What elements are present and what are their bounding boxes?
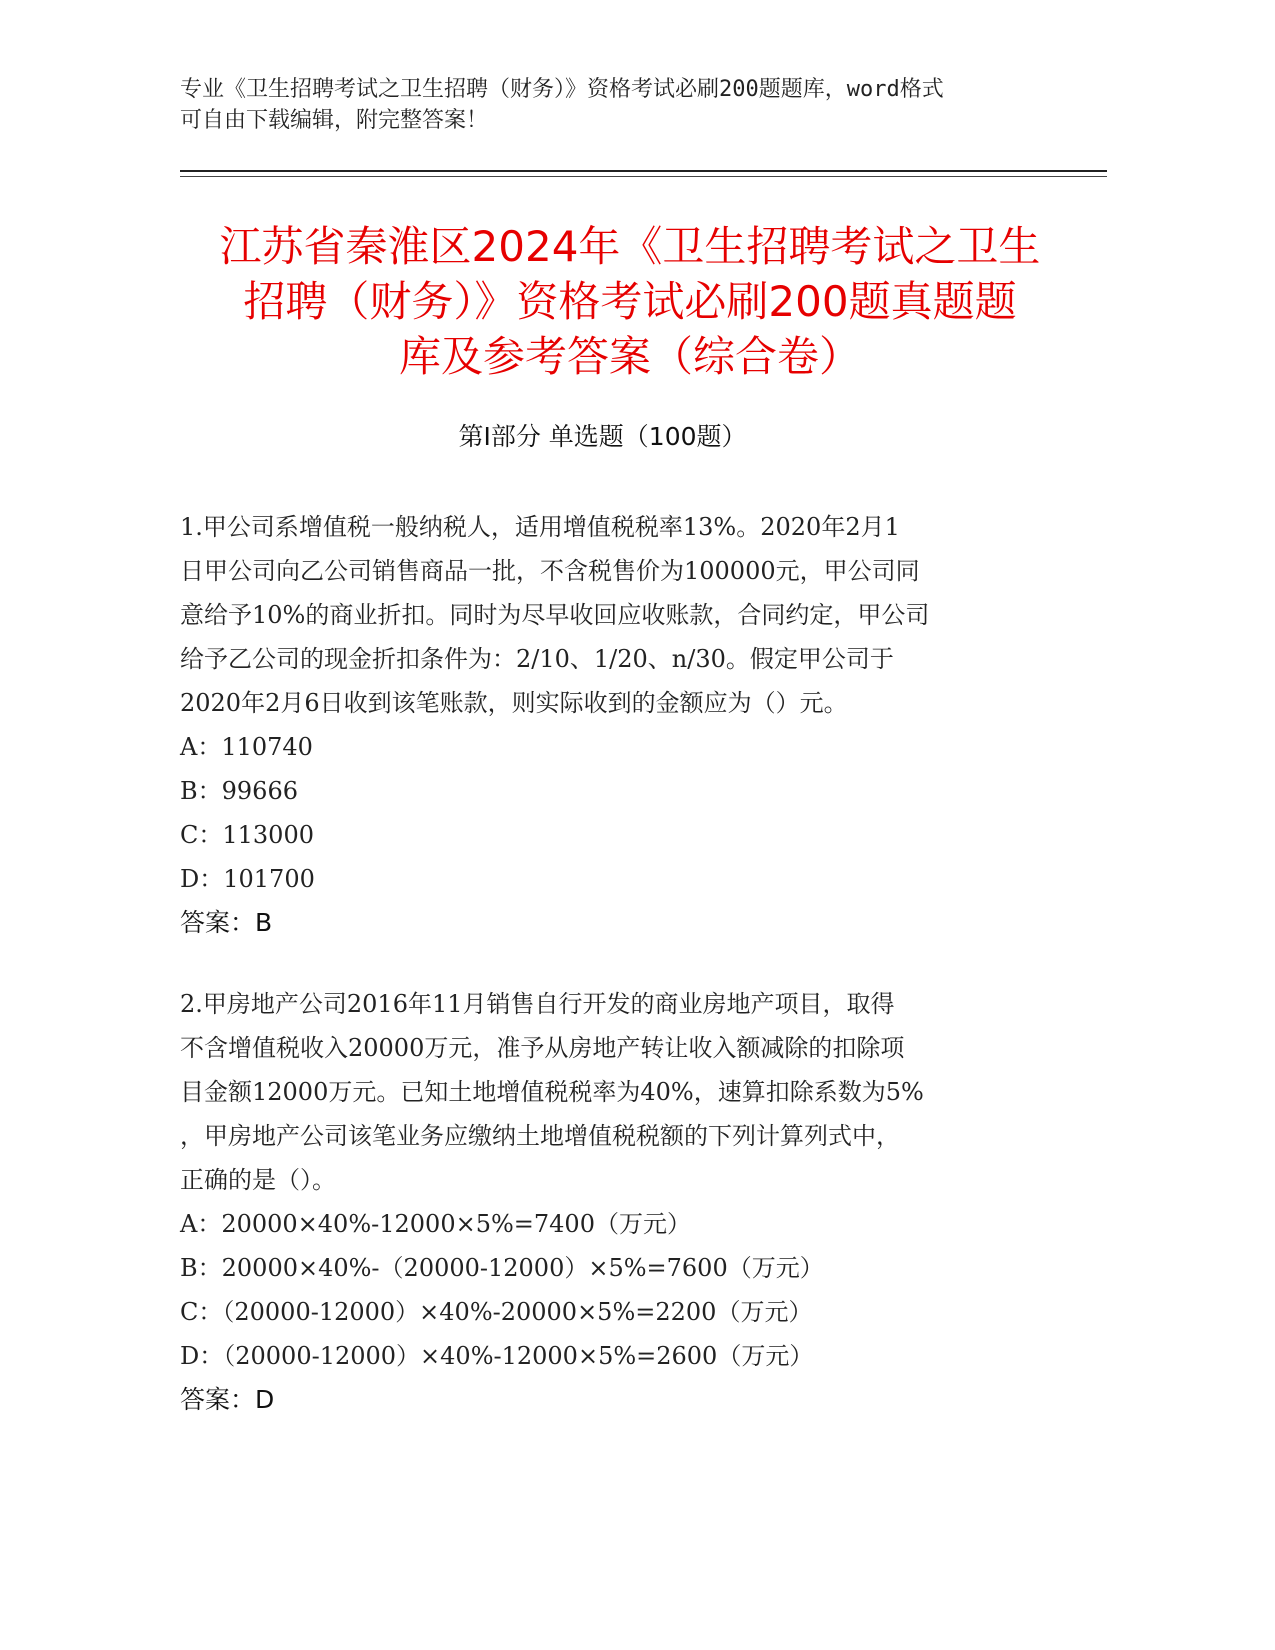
question-stem-line: 1.甲公司系增值税一般纳税人，适用增值税税率13%。2020年2月1 [180, 513, 900, 541]
question-stem-line: 意给予10%的商业折扣。同时为尽早收回应收账款，合同约定，甲公司 [180, 601, 930, 629]
option-d: D：101700 [180, 865, 315, 893]
question-stem-line: ，甲房地产公司该笔业务应缴纳土地增值税税额的下列计算列式中， [180, 1122, 900, 1150]
question-2 [180, 982, 1040, 1422]
section-title: 第Ⅰ部分 单选题（100题） [458, 422, 747, 451]
option-a: A：20000×40%-12000×5%=7400（万元） [180, 1210, 691, 1238]
document-title [150, 219, 1110, 384]
question-stem-line: 日甲公司向乙公司销售商品一批，不含税售价为100000元，甲公司同 [180, 557, 920, 585]
header-note-line-2: 可自由下载编辑，附完整答案！ [180, 108, 489, 133]
question-stem-line: 目金额12000万元。已知土地增值税税率为40%，速算扣除系数为5% [180, 1078, 924, 1106]
question-stem-line: 2020年2月6日收到该笔账款，则实际收到的金额应为（）元。 [180, 689, 848, 717]
document-title-line-1: 江苏省秦淮区2024年《卫生招聘考试之卫生 [219, 222, 1041, 271]
question-1 [180, 505, 1040, 945]
answer-label: 答案：D [180, 1385, 275, 1414]
document-title-line-3: 库及参考答案（综合卷） [398, 332, 861, 381]
question-stem-line: 2.甲房地产公司2016年11月销售自行开发的商业房地产项目，取得 [180, 990, 895, 1018]
option-b: B：99666 [180, 777, 298, 805]
answer-label: 答案：B [180, 908, 273, 937]
header-divider-thick [180, 170, 1107, 172]
option-a: A：110740 [180, 733, 313, 761]
option-b: B：20000×40%-（20000-12000）×5%=7600（万元） [180, 1254, 824, 1282]
question-stem-line: 不含增值税收入20000万元，准予从房地产转让收入额减除的扣除项 [180, 1034, 905, 1062]
question-stem [180, 505, 1040, 725]
question-stem [180, 982, 1040, 1202]
option-c: C：（20000-12000）×40%-20000×5%=2200（万元） [180, 1298, 813, 1326]
document-title-line-2: 招聘（财务）》资格考试必刷200题真题题 [243, 277, 1017, 326]
question-stem-line: 正确的是（）。 [180, 1166, 336, 1194]
question-stem-line: 给予乙公司的现金折扣条件为：2/10、1/20、n/30。假定甲公司于 [180, 645, 894, 673]
option-c: C：113000 [180, 821, 314, 849]
header-divider-thin [180, 176, 1107, 177]
header-note-line-1: 专业《卫生招聘考试之卫生招聘（财务）》资格考试必刷200题题库，word格式 [180, 77, 944, 102]
header-note [180, 74, 1040, 136]
option-d: D：（20000-12000）×40%-12000×5%=2600（万元） [180, 1342, 814, 1370]
